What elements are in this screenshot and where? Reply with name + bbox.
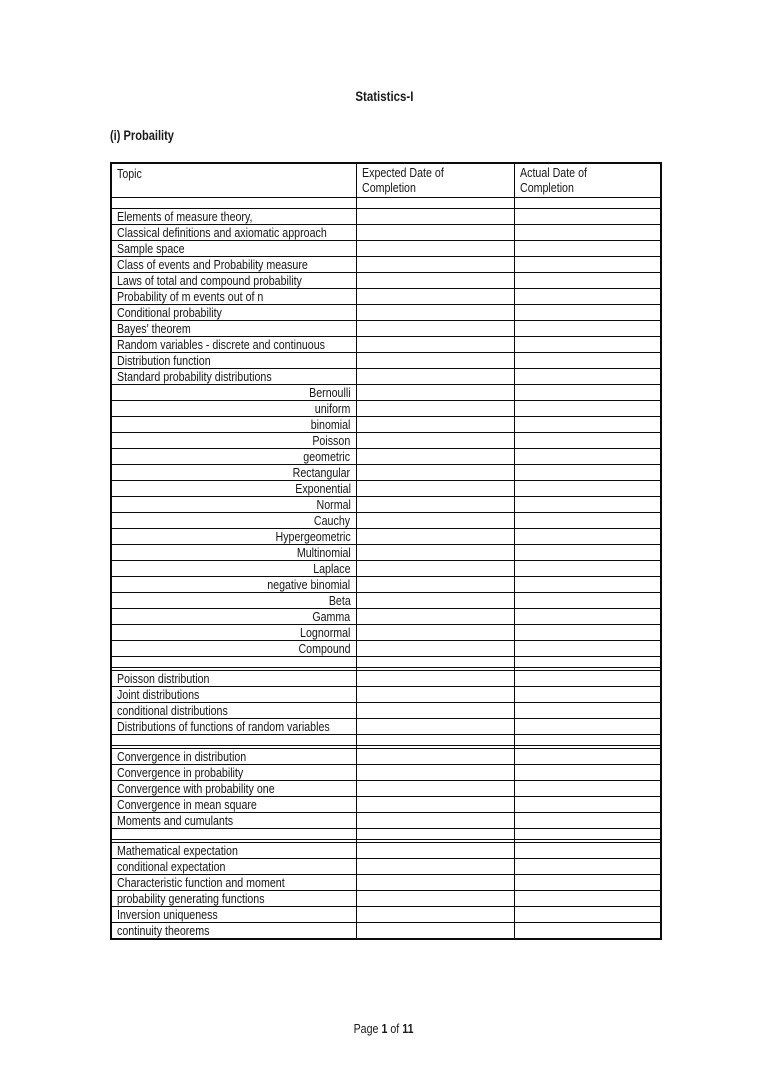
topic-text: Conditional probability bbox=[117, 305, 222, 320]
table-row bbox=[111, 209, 661, 225]
table-row bbox=[111, 641, 661, 657]
actual-date-cell bbox=[514, 369, 661, 385]
table-row bbox=[111, 797, 661, 813]
topic-cell bbox=[111, 273, 356, 289]
table-row bbox=[111, 465, 661, 481]
expected-date-cell bbox=[356, 225, 514, 241]
expected-date-cell bbox=[356, 497, 514, 513]
footer-of-word: of bbox=[390, 1021, 400, 1036]
topic-cell bbox=[111, 545, 356, 561]
topic-cell bbox=[111, 923, 356, 940]
actual-date-cell bbox=[514, 657, 661, 668]
table-row bbox=[111, 671, 661, 687]
expected-date-cell bbox=[356, 577, 514, 593]
expected-date-cell bbox=[356, 813, 514, 829]
footer-page-number: 1 bbox=[381, 1021, 388, 1036]
actual-date-cell bbox=[514, 497, 661, 513]
actual-date-cell bbox=[514, 513, 661, 529]
topic-text: Mathematical expectation bbox=[117, 843, 238, 858]
table-row bbox=[111, 241, 661, 257]
topic-cell bbox=[111, 829, 356, 840]
page-title-text: Statistics-I bbox=[354, 88, 414, 104]
topic-cell bbox=[111, 593, 356, 609]
topic-text: negative binomial bbox=[267, 577, 351, 592]
expected-date-cell bbox=[356, 859, 514, 875]
expected-date-cell bbox=[356, 781, 514, 797]
topic-text: binomial bbox=[310, 417, 351, 432]
table-row bbox=[111, 257, 661, 273]
actual-date-cell bbox=[514, 907, 661, 923]
topic-cell bbox=[111, 337, 356, 353]
topic-text: Normal bbox=[316, 497, 351, 512]
topic-text: Poisson bbox=[312, 433, 351, 448]
page-title bbox=[0, 88, 768, 104]
topic-text: Probability of m events out of n bbox=[117, 289, 264, 304]
actual-date-cell bbox=[514, 417, 661, 433]
actual-date-cell bbox=[514, 829, 661, 840]
topic-cell bbox=[111, 465, 356, 481]
table-row bbox=[111, 703, 661, 719]
actual-date-cell bbox=[514, 465, 661, 481]
expected-date-cell bbox=[356, 353, 514, 369]
actual-date-cell bbox=[514, 843, 661, 859]
page-footer bbox=[0, 1021, 768, 1036]
table-row bbox=[111, 545, 661, 561]
topic-text: Standard probability distributions bbox=[117, 369, 272, 384]
table-header-row bbox=[111, 163, 661, 198]
topic-text: Bayes' theorem bbox=[117, 321, 191, 336]
expected-date-cell bbox=[356, 609, 514, 625]
table-row bbox=[111, 719, 661, 735]
actual-date-cell bbox=[514, 891, 661, 907]
expected-date-cell bbox=[356, 765, 514, 781]
actual-date-cell bbox=[514, 561, 661, 577]
topic-text: Sample space bbox=[117, 241, 185, 256]
expected-date-cell bbox=[356, 198, 514, 209]
table-row bbox=[111, 735, 661, 746]
expected-date-cell bbox=[356, 593, 514, 609]
section-heading-text: (i) Probaility bbox=[110, 128, 174, 143]
table-row bbox=[111, 401, 661, 417]
expected-date-cell bbox=[356, 671, 514, 687]
topic-text: Moments and cumulants bbox=[117, 813, 234, 828]
actual-date-cell bbox=[514, 749, 661, 765]
column-header-topic-label: Topic bbox=[117, 166, 142, 181]
table-row bbox=[111, 907, 661, 923]
actual-date-cell bbox=[514, 353, 661, 369]
table-row bbox=[111, 923, 661, 940]
topic-cell bbox=[111, 703, 356, 719]
expected-date-cell bbox=[356, 561, 514, 577]
topic-cell bbox=[111, 401, 356, 417]
table-body bbox=[111, 198, 661, 940]
topic-cell bbox=[111, 719, 356, 735]
expected-date-cell bbox=[356, 305, 514, 321]
topic-text: uniform bbox=[314, 401, 351, 416]
table-row bbox=[111, 529, 661, 545]
expected-date-cell bbox=[356, 657, 514, 668]
topic-text: Poisson distribution bbox=[117, 671, 210, 686]
topic-cell bbox=[111, 433, 356, 449]
table-row bbox=[111, 657, 661, 668]
topic-text: Classical definitions and axiomatic approach bbox=[117, 225, 327, 240]
expected-date-cell bbox=[356, 703, 514, 719]
table-row bbox=[111, 289, 661, 305]
expected-date-cell bbox=[356, 749, 514, 765]
topic-cell bbox=[111, 385, 356, 401]
topic-cell bbox=[111, 797, 356, 813]
expected-date-cell bbox=[356, 257, 514, 273]
topic-cell bbox=[111, 609, 356, 625]
table-row bbox=[111, 369, 661, 385]
section-heading bbox=[110, 128, 188, 143]
actual-date-cell bbox=[514, 797, 661, 813]
table-row bbox=[111, 337, 661, 353]
topic-cell bbox=[111, 369, 356, 385]
actual-date-cell bbox=[514, 225, 661, 241]
table-row bbox=[111, 225, 661, 241]
expected-date-cell bbox=[356, 829, 514, 840]
topic-text: Beta bbox=[328, 593, 351, 608]
actual-date-cell bbox=[514, 289, 661, 305]
topic-text: Compound bbox=[298, 641, 351, 656]
table-row bbox=[111, 449, 661, 465]
actual-date-cell bbox=[514, 305, 661, 321]
topic-cell bbox=[111, 657, 356, 668]
topic-text: Inversion uniqueness bbox=[117, 907, 218, 922]
topic-text: probability generating functions bbox=[117, 891, 265, 906]
actual-date-cell bbox=[514, 545, 661, 561]
topic-text: Multinomial bbox=[296, 545, 351, 560]
topic-text: Bernoulli bbox=[309, 385, 351, 400]
topic-cell bbox=[111, 781, 356, 797]
table-row bbox=[111, 781, 661, 797]
table-row bbox=[111, 273, 661, 289]
topic-cell bbox=[111, 843, 356, 859]
topic-cell bbox=[111, 198, 356, 209]
expected-date-cell bbox=[356, 907, 514, 923]
actual-date-cell bbox=[514, 671, 661, 687]
topic-cell bbox=[111, 813, 356, 829]
actual-date-cell bbox=[514, 433, 661, 449]
actual-date-cell bbox=[514, 781, 661, 797]
actual-date-cell bbox=[514, 337, 661, 353]
table-row bbox=[111, 497, 661, 513]
topic-cell bbox=[111, 765, 356, 781]
table-row bbox=[111, 321, 661, 337]
column-header-actual-date-label: Actual Date of Completion bbox=[519, 165, 587, 195]
actual-date-cell bbox=[514, 609, 661, 625]
topic-text: geometric bbox=[303, 449, 351, 464]
expected-date-cell bbox=[356, 401, 514, 417]
topic-cell bbox=[111, 561, 356, 577]
topic-cell bbox=[111, 209, 356, 225]
actual-date-cell bbox=[514, 625, 661, 641]
topic-cell bbox=[111, 513, 356, 529]
actual-date-cell bbox=[514, 765, 661, 781]
topic-cell bbox=[111, 749, 356, 765]
actual-date-cell bbox=[514, 198, 661, 209]
expected-date-cell bbox=[356, 241, 514, 257]
column-header-expected-date bbox=[356, 163, 514, 198]
topic-text: Characteristic function and moment bbox=[117, 875, 285, 890]
topic-cell bbox=[111, 891, 356, 907]
actual-date-cell bbox=[514, 641, 661, 657]
table-row bbox=[111, 625, 661, 641]
actual-date-cell bbox=[514, 273, 661, 289]
topic-cell bbox=[111, 481, 356, 497]
table-row bbox=[111, 561, 661, 577]
expected-date-cell bbox=[356, 719, 514, 735]
table-row bbox=[111, 513, 661, 529]
expected-date-cell bbox=[356, 209, 514, 225]
actual-date-cell bbox=[514, 735, 661, 746]
table-row bbox=[111, 891, 661, 907]
topic-cell bbox=[111, 529, 356, 545]
actual-date-cell bbox=[514, 687, 661, 703]
table-row bbox=[111, 577, 661, 593]
footer-page-word: Page bbox=[354, 1021, 379, 1036]
topic-text: Convergence in distribution bbox=[117, 749, 247, 764]
topic-cell bbox=[111, 641, 356, 657]
expected-date-cell bbox=[356, 797, 514, 813]
table-row bbox=[111, 843, 661, 859]
topic-cell bbox=[111, 671, 356, 687]
topic-text: Distribution function bbox=[117, 353, 211, 368]
table-row bbox=[111, 765, 661, 781]
topic-text: Lognormal bbox=[300, 625, 351, 640]
topic-text: conditional distributions bbox=[117, 703, 228, 718]
table-row bbox=[111, 859, 661, 875]
table-row bbox=[111, 305, 661, 321]
topic-cell bbox=[111, 875, 356, 891]
topic-text: Convergence with probability one bbox=[117, 781, 275, 796]
topic-cell bbox=[111, 497, 356, 513]
table-row bbox=[111, 609, 661, 625]
table-row bbox=[111, 829, 661, 840]
expected-date-cell bbox=[356, 369, 514, 385]
table-row bbox=[111, 481, 661, 497]
table-row bbox=[111, 749, 661, 765]
topic-text: Laws of total and compound probability bbox=[117, 273, 302, 288]
topic-cell bbox=[111, 449, 356, 465]
topic-text: Gamma bbox=[312, 609, 351, 624]
expected-date-cell bbox=[356, 337, 514, 353]
actual-date-cell bbox=[514, 401, 661, 417]
topic-text: Laplace bbox=[313, 561, 351, 576]
actual-date-cell bbox=[514, 321, 661, 337]
actual-date-cell bbox=[514, 241, 661, 257]
actual-date-cell bbox=[514, 703, 661, 719]
actual-date-cell bbox=[514, 593, 661, 609]
expected-date-cell bbox=[356, 641, 514, 657]
expected-date-cell bbox=[356, 687, 514, 703]
expected-date-cell bbox=[356, 513, 514, 529]
column-header-actual-date bbox=[514, 163, 661, 198]
topic-cell bbox=[111, 353, 356, 369]
table-row bbox=[111, 353, 661, 369]
expected-date-cell bbox=[356, 321, 514, 337]
expected-date-cell bbox=[356, 843, 514, 859]
topic-text: Convergence in probability bbox=[117, 765, 244, 780]
topic-cell bbox=[111, 225, 356, 241]
topic-text: Elements of measure theory, bbox=[117, 209, 253, 224]
topic-cell bbox=[111, 305, 356, 321]
expected-date-cell bbox=[356, 735, 514, 746]
actual-date-cell bbox=[514, 529, 661, 545]
expected-date-cell bbox=[356, 465, 514, 481]
table-row bbox=[111, 813, 661, 829]
topic-text: Distributions of functions of random variables bbox=[117, 719, 330, 734]
topic-cell bbox=[111, 289, 356, 305]
actual-date-cell bbox=[514, 923, 661, 940]
page-footer-text bbox=[354, 1021, 414, 1036]
table-row bbox=[111, 875, 661, 891]
actual-date-cell bbox=[514, 449, 661, 465]
topic-text: Hypergeometric bbox=[275, 529, 351, 544]
topic-cell bbox=[111, 577, 356, 593]
topic-text: Exponential bbox=[294, 481, 351, 496]
actual-date-cell bbox=[514, 813, 661, 829]
table-row bbox=[111, 687, 661, 703]
column-header-expected-date-label: Expected Date of Completion bbox=[361, 165, 444, 195]
column-header-topic bbox=[111, 163, 356, 198]
expected-date-cell bbox=[356, 273, 514, 289]
topic-text: continuity theorems bbox=[117, 923, 210, 938]
table-row bbox=[111, 417, 661, 433]
expected-date-cell bbox=[356, 545, 514, 561]
actual-date-cell bbox=[514, 719, 661, 735]
topic-text: conditional expectation bbox=[117, 859, 226, 874]
topic-text: Convergence in mean square bbox=[117, 797, 257, 812]
topic-cell bbox=[111, 257, 356, 273]
topic-text: Random variables - discrete and continuous bbox=[117, 337, 325, 352]
topic-cell bbox=[111, 687, 356, 703]
topic-cell bbox=[111, 907, 356, 923]
actual-date-cell bbox=[514, 385, 661, 401]
topic-text: Class of events and Probability measure bbox=[117, 257, 308, 272]
actual-date-cell bbox=[514, 859, 661, 875]
table-row bbox=[111, 593, 661, 609]
topic-text: Joint distributions bbox=[117, 687, 200, 702]
topic-text: Rectangular bbox=[293, 465, 351, 480]
expected-date-cell bbox=[356, 385, 514, 401]
topic-cell bbox=[111, 625, 356, 641]
expected-date-cell bbox=[356, 417, 514, 433]
expected-date-cell bbox=[356, 433, 514, 449]
table-row bbox=[111, 433, 661, 449]
footer-total-pages: 11 bbox=[402, 1021, 414, 1036]
topic-cell bbox=[111, 859, 356, 875]
actual-date-cell bbox=[514, 481, 661, 497]
expected-date-cell bbox=[356, 625, 514, 641]
expected-date-cell bbox=[356, 481, 514, 497]
topic-text: Cauchy bbox=[314, 513, 351, 528]
expected-date-cell bbox=[356, 923, 514, 940]
expected-date-cell bbox=[356, 529, 514, 545]
expected-date-cell bbox=[356, 891, 514, 907]
table-row bbox=[111, 198, 661, 209]
topic-cell bbox=[111, 241, 356, 257]
expected-date-cell bbox=[356, 289, 514, 305]
topic-cell bbox=[111, 417, 356, 433]
topics-table bbox=[110, 162, 662, 940]
actual-date-cell bbox=[514, 577, 661, 593]
actual-date-cell bbox=[514, 257, 661, 273]
expected-date-cell bbox=[356, 449, 514, 465]
expected-date-cell bbox=[356, 875, 514, 891]
topic-cell bbox=[111, 321, 356, 337]
actual-date-cell bbox=[514, 875, 661, 891]
topic-cell bbox=[111, 735, 356, 746]
actual-date-cell bbox=[514, 209, 661, 225]
table-row bbox=[111, 385, 661, 401]
